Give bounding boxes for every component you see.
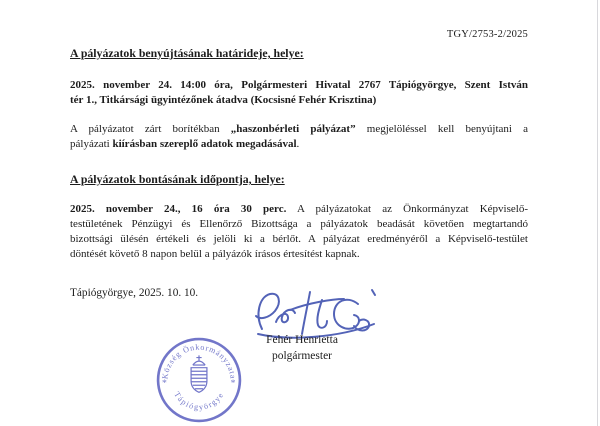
deadline-paragraph (70, 78, 528, 108)
coat-of-arms (191, 355, 207, 392)
reference-number: TGY/2753-2/2025 (446, 29, 528, 40)
svg-text:Tápiógyörgye (172, 390, 225, 412)
signatory-name: Fehér Henrietta (266, 334, 338, 346)
text-line: testületének Pénzügyi és Ellenőrző Bizottsága a pályázatok beadását követően megtartandó (70, 218, 528, 230)
stamp-left-star: * (162, 378, 167, 390)
page-edge-line (597, 0, 598, 426)
text-line: 2025. november 24. 14:00 óra, Polgármesteri Hivatal 2767 Tápiógyörgye, Szent István (70, 79, 528, 91)
section2-heading: A pályázatok bontásának időpontja, helye: (70, 172, 285, 186)
signatory-title: polgármester (271, 350, 333, 362)
submission-note-paragraph (70, 122, 528, 152)
text-line: döntését követő 8 napon belül a pályázók írásos értesítést kapnak. (70, 248, 360, 260)
stamp-bottom-text: Tápiógyörgye (172, 390, 226, 412)
section1-heading: A pályázatok benyújtásának határideje, helye: (70, 46, 304, 60)
text-line: tér 1., Titkársági ügyintézőnek átadva (Kocsisné Fehér Krisztina) (70, 94, 377, 106)
text-line: A pályázatot zárt borítékban „haszonbérleti pályázat” megjelöléssel kell benyújtani a (70, 123, 528, 135)
stamp-top-text: Község Önkormányzata (160, 342, 238, 380)
text-line: bizottsági ülésén értékeli és jelöli ki a bérlőt. A pályázat eredményéről a Képviselő-testület (70, 233, 528, 245)
official-round-stamp (155, 336, 243, 424)
signatory-block (246, 332, 358, 364)
stamp-right-star: * (230, 378, 236, 390)
date-line: Tápiógyörgye, 2025. 10. 10. (70, 287, 199, 299)
text-line: pályázati kiírásban szereplő adatok megadásával. (70, 138, 300, 150)
text-line: 2025. november 24., 16 óra 30 perc. A pályázatokat az Önkormányzat Képviselő- (70, 203, 528, 215)
opening-paragraph (70, 202, 528, 262)
